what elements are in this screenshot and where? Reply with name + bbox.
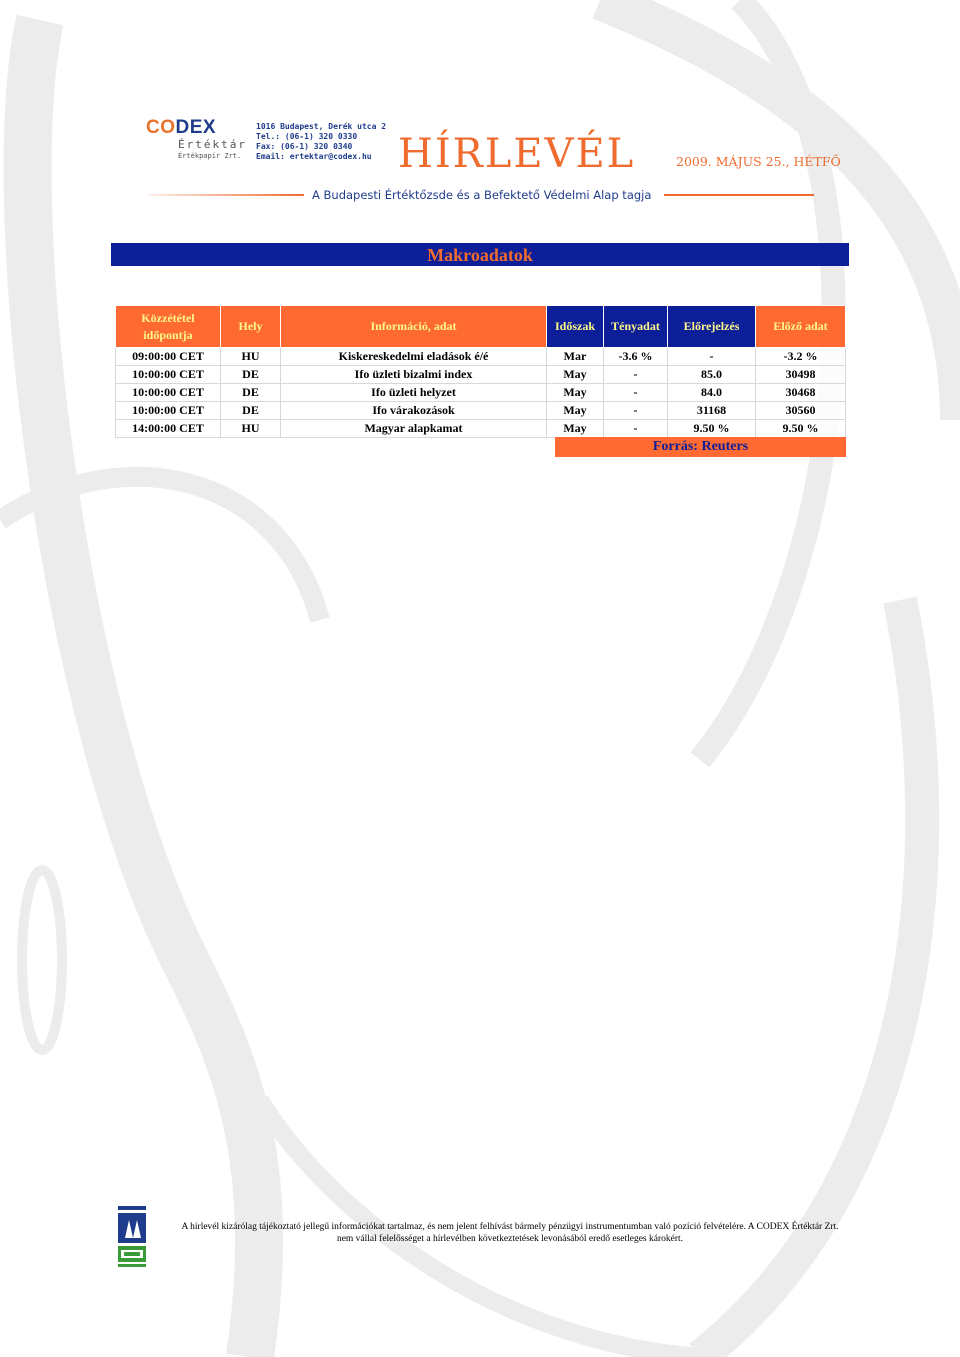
logo-subtitle: Értéktár: [178, 138, 247, 151]
cell-info: Ifo várakozások: [281, 402, 547, 420]
disclaimer-line-2: nem vállal felelősséget a hírlevélben következtetések levonásából eredő esetleges károkért.: [336, 1234, 684, 1244]
cell-previous: 30468: [756, 384, 846, 402]
header-actual: Tényadat: [604, 306, 668, 348]
newsletter-date: 2009. MÁJUS 25., HÉTFŐ: [676, 154, 841, 169]
cell-forecast: 31168: [668, 402, 756, 420]
cell-info: Kiskereskedelmi eladások é/é: [281, 348, 547, 366]
tagline-row: [148, 186, 814, 206]
cell-forecast: 84.0: [668, 384, 756, 402]
contact-block: [256, 122, 386, 162]
table-row: [116, 384, 846, 402]
disclaimer-line-1: A hírlevél kizárólag tájékoztató jellegű információkat tartalmaz, és nem jelent felhívást bármely pénzügyi instrumentumban való pozíció felvételére. A CODEX Értéktár Zrt.: [181, 1222, 839, 1232]
header-time: Közzététel időpontja: [116, 306, 221, 348]
cell-actual: -: [604, 366, 668, 384]
cell-previous: 30498: [756, 366, 846, 384]
disclaimer: [150, 1221, 870, 1245]
table-row: [116, 420, 846, 438]
bet-bva-logo-icon: [116, 1206, 148, 1268]
logo-text-co: CO: [146, 117, 176, 138]
header-info: Információ, adat: [281, 306, 547, 348]
header-period: Időszak: [547, 306, 604, 348]
cell-forecast: 85.0: [668, 366, 756, 384]
cell-place: HU: [221, 348, 281, 366]
cell-period: May: [547, 402, 604, 420]
cell-actual: -: [604, 384, 668, 402]
source-label: Forrás: Reuters: [555, 437, 846, 457]
section-title: Makroadatok: [111, 243, 849, 266]
newsletter-title: HÍRLEVÉL: [398, 131, 636, 177]
contact-fax: Fax: (06-1) 320 0340: [256, 142, 353, 151]
tagline: A Budapesti Értéktőzsde és a Befektető Védelmi Alap tagja: [312, 188, 652, 202]
cell-previous: 9.50 %: [756, 420, 846, 438]
logo-text-dex: DEX: [175, 117, 217, 138]
cell-time: 10:00:00 CET: [116, 402, 221, 420]
cell-info: Magyar alapkamat: [281, 420, 547, 438]
header-previous: Előző adat: [756, 306, 846, 348]
cell-previous: -3.2 %: [756, 348, 846, 366]
cell-time: 10:00:00 CET: [116, 366, 221, 384]
macro-data-table: [115, 305, 846, 438]
cell-actual: -: [604, 420, 668, 438]
cell-time: 09:00:00 CET: [116, 348, 221, 366]
tagline-divider-right: [664, 194, 814, 196]
cell-time: 14:00:00 CET: [116, 420, 221, 438]
logo-subtitle-2: Értékpapír Zrt.: [178, 152, 242, 160]
cell-period: Mar: [547, 348, 604, 366]
cell-place: HU: [221, 420, 281, 438]
cell-period: May: [547, 366, 604, 384]
cell-time: 10:00:00 CET: [116, 384, 221, 402]
cell-period: May: [547, 384, 604, 402]
header-place: Hely: [221, 306, 281, 348]
cell-info: Ifo üzleti bizalmi index: [281, 366, 547, 384]
table-header-row: [116, 306, 846, 348]
cell-forecast: 9.50 %: [668, 420, 756, 438]
tagline-divider-left: [148, 194, 304, 196]
table-row: [116, 402, 846, 420]
codex-logo-mark: [146, 118, 250, 138]
cell-forecast: -: [668, 348, 756, 366]
cell-previous: 30560: [756, 402, 846, 420]
header-forecast: Előrejelzés: [668, 306, 756, 348]
contact-address: 1016 Budapest, Derék utca 2: [256, 122, 387, 131]
contact-phone: Tel.: (06-1) 320 0330: [256, 132, 358, 141]
cell-place: DE: [221, 384, 281, 402]
cell-actual: -: [604, 402, 668, 420]
cell-info: Ifo üzleti helyzet: [281, 384, 547, 402]
table-row: [116, 366, 846, 384]
cell-actual: -3.6 %: [604, 348, 668, 366]
cell-place: DE: [221, 402, 281, 420]
contact-email: Email: ertektar@codex.hu: [256, 152, 372, 161]
table-row: [116, 348, 846, 366]
cell-place: DE: [221, 366, 281, 384]
cell-period: May: [547, 420, 604, 438]
codex-logo: [146, 118, 250, 161]
